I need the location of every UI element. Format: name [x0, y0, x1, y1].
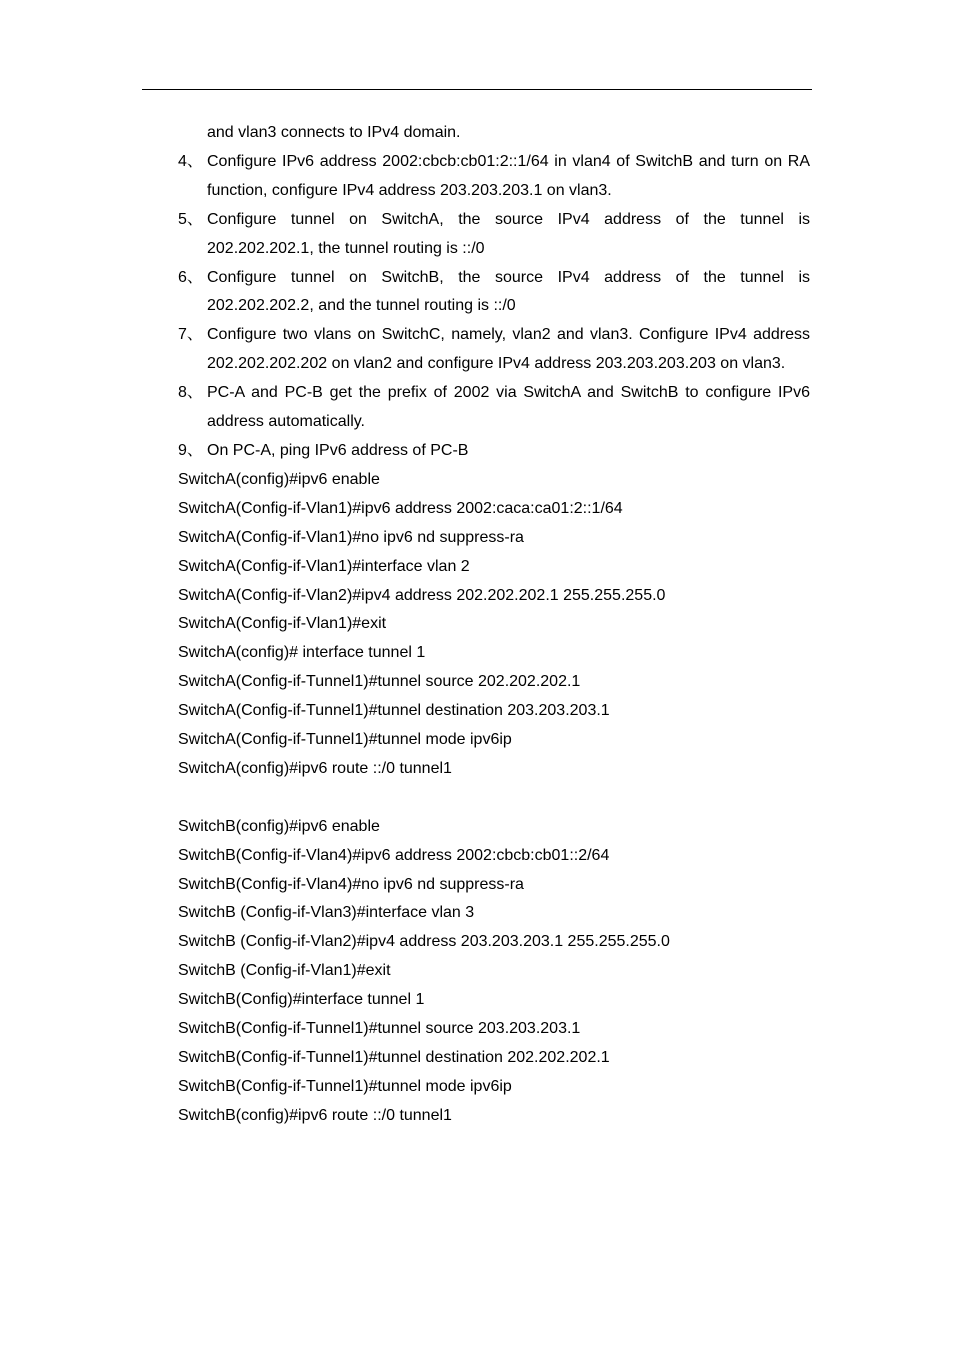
command-line: SwitchB(Config-if-Tunnel1)#tunnel source 203.203.203.1: [178, 1020, 581, 1038]
step-number: 6、: [178, 268, 203, 286]
command-line: SwitchB(Config-if-Tunnel1)#tunnel destination 202.202.202.1: [178, 1048, 610, 1066]
step-text: On PC-A, ping IPv6 address of PC-B: [207, 441, 469, 459]
command-line: SwitchB(config)#ipv6 route ::/0 tunnel1: [178, 1106, 452, 1124]
command-line: SwitchB(config)#ipv6 enable: [178, 817, 380, 835]
command-line: SwitchA(config)#ipv6 route ::/0 tunnel1: [178, 759, 452, 777]
page-body: [178, 119, 810, 1131]
command-line: SwitchB(Config-if-Vlan4)#no ipv6 nd suppress-ra: [178, 875, 524, 893]
step-number: 9、: [178, 441, 203, 459]
blank-line: [178, 784, 810, 813]
step-number: 8、: [178, 384, 203, 402]
command-line: SwitchB (Config-if-Vlan2)#ipv4 address 203.203.203.1 255.255.255.0: [178, 933, 670, 951]
intro-continuation: and vlan3 connects to IPv4 domain.: [207, 124, 461, 141]
step-number: 7、: [178, 326, 203, 344]
step-list: [178, 148, 810, 466]
command-line: SwitchA(Config-if-Tunnel1)#tunnel destination 203.203.203.1: [178, 702, 610, 720]
command-line: SwitchA(Config-if-Tunnel1)#tunnel mode ipv6ip: [178, 731, 512, 749]
command-line: SwitchA(Config-if-Vlan2)#ipv4 address 202.202.202.1 255.255.255.0: [178, 586, 666, 604]
command-line: SwitchA(Config-if-Vlan1)#exit: [178, 615, 387, 633]
command-line: SwitchB(Config)#interface tunnel 1: [178, 991, 425, 1009]
step-text: Configure tunnel on SwitchB, the source IPv4 address of the tunnel is 202.202.202.2, and the tunnel routing is ::/0: [207, 268, 810, 315]
step-item: [178, 148, 810, 206]
step-text: Configure tunnel on SwitchA, the source IPv4 address of the tunnel is 202.202.202.1, the tunnel routing is ::/0: [207, 210, 810, 257]
command-line: SwitchA(Config-if-Vlan1)#interface vlan 2: [178, 557, 470, 575]
step-number: 4、: [178, 152, 203, 170]
command-line: SwitchA(config)#ipv6 enable: [178, 470, 380, 488]
switch-b-config: [178, 813, 810, 1131]
command-line: SwitchB(Config-if-Tunnel1)#tunnel mode ipv6ip: [178, 1077, 512, 1095]
step-text: Configure two vlans on SwitchC, namely, vlan2 and vlan3. Configure IPv4 address 202.202.202.202 on vlan2 and configure IPv4 address 203.203.203.203 on vlan3.: [207, 326, 810, 373]
step-number: 5、: [178, 210, 203, 228]
command-line: SwitchA(config)# interface tunnel 1: [178, 644, 426, 662]
step-text: Configure IPv6 address 2002:cbcb:cb01:2::1/64 in vlan4 of SwitchB and turn on RA function, configure IPv4 address 203.203.203.1 on vlan3.: [207, 152, 810, 199]
header-rule: [142, 89, 812, 90]
command-line: SwitchA(Config-if-Vlan1)#ipv6 address 2002:caca:ca01:2::1/64: [178, 499, 623, 517]
step-item: [178, 379, 810, 437]
switch-a-config: [178, 466, 810, 784]
command-line: SwitchA(Config-if-Tunnel1)#tunnel source 202.202.202.1: [178, 673, 581, 691]
command-line: SwitchB (Config-if-Vlan3)#interface vlan 3: [178, 904, 475, 922]
step-text: PC-A and PC-B get the prefix of 2002 via SwitchA and SwitchB to configure IPv6 address automatically.: [207, 384, 810, 431]
step-item: [178, 321, 810, 379]
command-line: SwitchB (Config-if-Vlan1)#exit: [178, 962, 391, 980]
step-item: [178, 206, 810, 264]
step-item: [178, 437, 810, 466]
step-item: [178, 264, 810, 322]
command-line: SwitchB(Config-if-Vlan4)#ipv6 address 2002:cbcb:cb01::2/64: [178, 846, 610, 864]
command-line: SwitchA(Config-if-Vlan1)#no ipv6 nd suppress-ra: [178, 528, 524, 546]
